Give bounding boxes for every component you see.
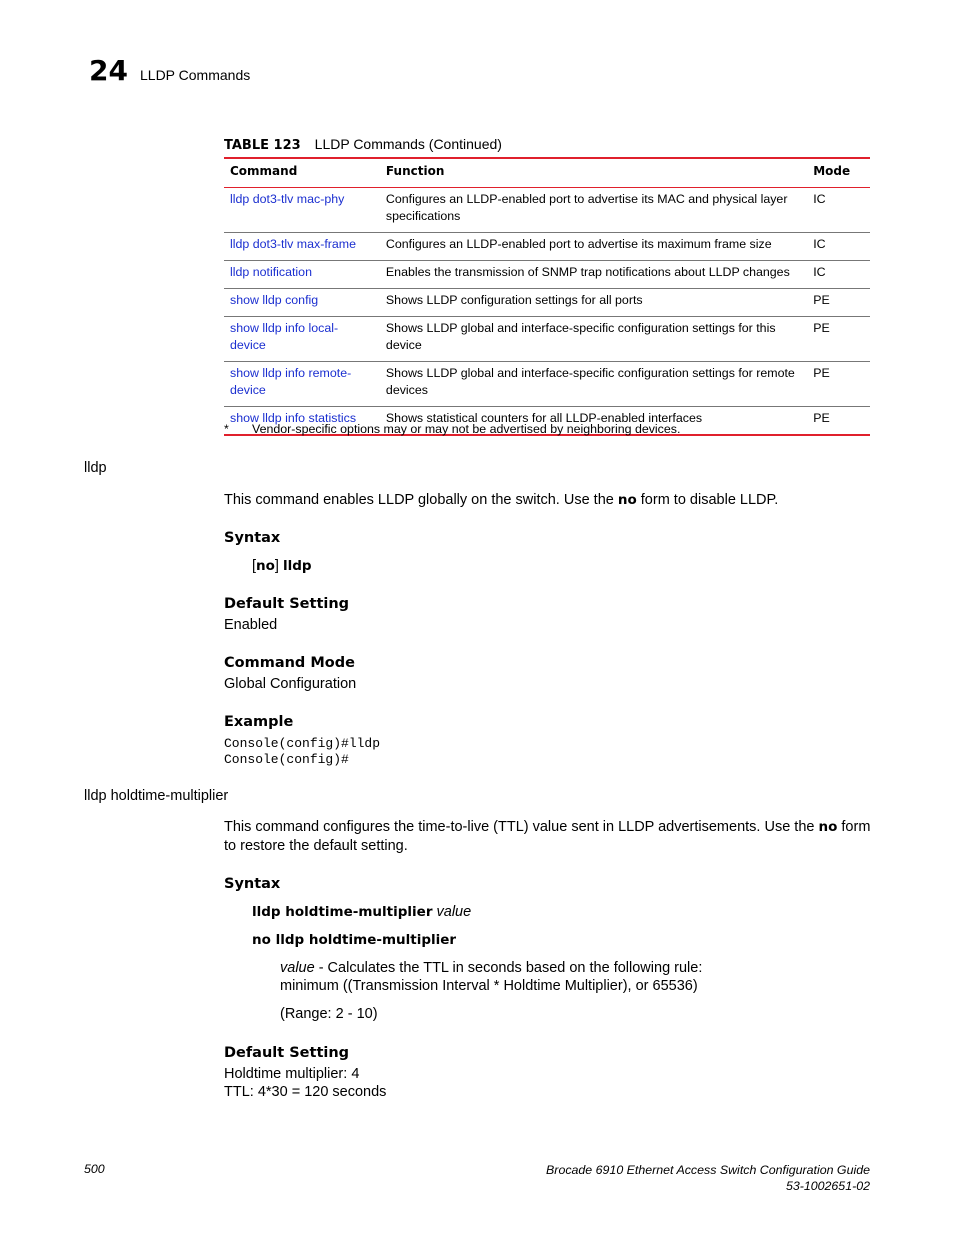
keyword-no: no [617, 492, 637, 508]
footer-info [546, 1162, 870, 1194]
keyword-no: no [818, 819, 838, 835]
param-text: - Calculates the TTL in seconds based on the following rule: [314, 960, 703, 976]
table-label: TABLE 123 [224, 138, 301, 153]
chapter-title: LLDP Commands [140, 67, 251, 83]
holdtime-description-line-2: to restore the default setting. [224, 838, 408, 854]
lldp-default-heading: Default Setting [224, 596, 350, 612]
page-number: 500 [84, 1162, 105, 1176]
table-row [224, 362, 870, 407]
lldp-mode-heading: Command Mode [224, 655, 355, 671]
lldp-heading: lldp [84, 460, 107, 476]
holdtime-heading: lldp holdtime-multiplier [84, 788, 229, 804]
mode-cell: IC [807, 188, 870, 233]
table-row [224, 317, 870, 362]
command-link[interactable]: show lldp info remote-device [230, 366, 352, 397]
desc-text: form to disable LLDP. [636, 492, 779, 508]
column-header-function: Function [380, 158, 807, 188]
bracket: ] [274, 558, 283, 574]
lldp-commands-table [224, 157, 870, 436]
footnote-text: Vendor-specific options may or may not be advertised by neighboring devices. [252, 422, 681, 436]
column-header-command: Command [224, 158, 380, 188]
lldp-description [224, 492, 778, 508]
param-description-line-2: minimum ((Transmission Interval * Holdtime Multiplier), or 65536) [280, 978, 698, 994]
lldp-example-heading: Example [224, 714, 294, 730]
mode-cell: PE [813, 411, 830, 425]
footnote-mark: * [224, 422, 229, 436]
mode-cell: IC [807, 233, 870, 261]
table-caption [224, 136, 502, 153]
holdtime-default-line-1: Holdtime multiplier: 4 [224, 1066, 360, 1082]
command-link[interactable]: show lldp config [230, 293, 319, 307]
param-name: value [280, 960, 315, 976]
example-line: Console(config)# [224, 752, 349, 767]
guide-title: Brocade 6910 Ethernet Access Switch Configuration Guide [546, 1163, 870, 1177]
lldp-syntax-heading: Syntax [224, 530, 281, 546]
command-link[interactable]: lldp notification [230, 265, 312, 279]
command-link[interactable]: lldp dot3-tlv max-frame [230, 237, 357, 251]
mode-cell: PE [807, 317, 870, 362]
example-line: Console(config)#lldp [224, 736, 381, 751]
function-cell: Shows LLDP configuration settings for all ports [380, 289, 807, 317]
mode-cell: IC [807, 261, 870, 289]
desc-text: This command enables LLDP globally on the switch. Use the [224, 492, 618, 508]
table-row [224, 261, 870, 289]
function-cell: Enables the transmission of SNMP trap notifications about LLDP changes [380, 261, 807, 289]
desc-text: This command configures the time-to-live (TTL) value sent in LLDP advertisements. Use the [224, 819, 819, 835]
mode-cell: PE [807, 289, 870, 317]
doc-number: 53-1002651-02 [785, 1179, 870, 1193]
lldp-default-value: Enabled [224, 617, 278, 633]
param-description-line-1 [280, 960, 702, 976]
bracket: [ [252, 558, 257, 574]
lldp-syntax [252, 558, 312, 574]
command-link[interactable]: show lldp info local-device [230, 321, 339, 352]
syntax-command: lldp holdtime-multiplier [252, 904, 433, 920]
desc-text: form [837, 819, 871, 835]
holdtime-description-line-1 [224, 819, 870, 835]
command-link[interactable]: show lldp info statistics [230, 411, 357, 425]
column-header-mode: Mode [807, 158, 870, 188]
table-row [224, 188, 870, 233]
syntax-command: lldp [282, 558, 312, 574]
holdtime-default-line-2: TTL: 4*30 = 120 seconds [224, 1084, 387, 1100]
table-footnote [224, 422, 680, 436]
holdtime-default-heading: Default Setting [224, 1045, 350, 1061]
function-cell: Shows LLDP global and interface-specific configuration settings for this device [380, 317, 807, 362]
table-header-row [224, 158, 870, 188]
table-title: LLDP Commands (Continued) [314, 136, 502, 152]
table-row [224, 289, 870, 317]
param-range: (Range: 2 - 10) [280, 1006, 378, 1022]
holdtime-syntax-no: no lldp holdtime-multiplier [252, 932, 457, 948]
table-row [224, 233, 870, 261]
function-cell: Shows statistical counters for all LLDP-enabled interfaces [385, 411, 703, 425]
mode-cell: PE [807, 362, 870, 407]
holdtime-syntax-heading: Syntax [224, 876, 281, 892]
function-cell: Configures an LLDP-enabled port to advertise its maximum frame size [380, 233, 807, 261]
function-cell: Configures an LLDP-enabled port to advertise its MAC and physical layer specifications [380, 188, 807, 233]
holdtime-syntax [252, 904, 471, 920]
command-link[interactable]: lldp dot3-tlv mac-phy [230, 192, 345, 206]
lldp-mode-value: Global Configuration [224, 676, 357, 692]
keyword-no: no [256, 558, 275, 574]
function-cell: Shows LLDP global and interface-specific configuration settings for remote devices [380, 362, 807, 407]
syntax-argument: value [436, 904, 472, 920]
chapter-number: 24 [89, 54, 128, 87]
